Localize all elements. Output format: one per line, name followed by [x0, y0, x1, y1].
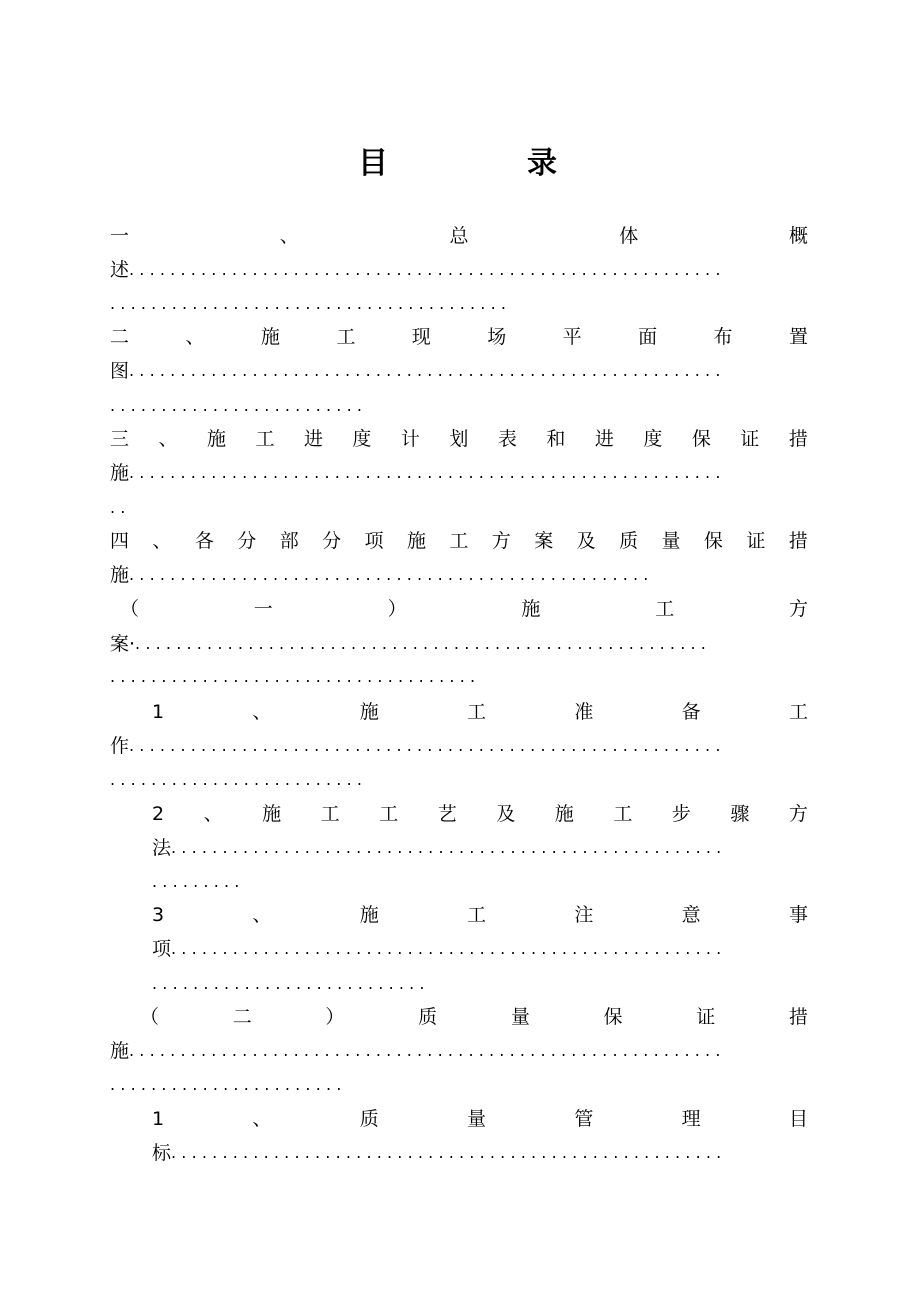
heading-char: 质 [418, 1006, 438, 1028]
continuation-char: 案· [110, 633, 136, 655]
heading-char: 一 [110, 225, 130, 247]
dot-leader: .. [110, 498, 131, 517]
dot-leader: .......................................................... [129, 1041, 726, 1060]
heading-char: 管 [574, 1108, 594, 1130]
continuation-char: 施 [110, 1040, 130, 1062]
toc-leader-line [110, 291, 810, 317]
heading-char: 二 [110, 326, 130, 348]
heading-char: 工 [788, 701, 808, 723]
heading-char: 、 [158, 428, 178, 450]
heading-char: 事 [788, 904, 808, 926]
heading-char: 工 [613, 803, 633, 825]
continuation-char: 述 [110, 259, 130, 281]
heading-char: 施 [206, 428, 226, 450]
heading-char: 面 [638, 326, 658, 348]
heading-char: 步 [671, 803, 691, 825]
heading-char: 目 [788, 1108, 808, 1130]
toc-entry-heading[interactable] [110, 596, 808, 622]
heading-char: 质 [359, 1108, 379, 1130]
heading-char: 工 [449, 530, 469, 552]
heading-char: ） [387, 598, 407, 620]
heading-char: 一 [253, 598, 273, 620]
continuation-char: 法 [152, 837, 172, 859]
toc-leader-line [110, 733, 810, 759]
toc-entry-heading[interactable] [152, 801, 808, 827]
heading-char: 及 [496, 803, 516, 825]
heading-char: （ [140, 1006, 160, 1028]
toc-entry-heading[interactable] [152, 699, 808, 725]
toc-leader-line [152, 1140, 810, 1166]
heading-char: 措 [788, 428, 808, 450]
toc-leader-line [110, 495, 810, 521]
continuation-char: 作 [110, 735, 130, 757]
heading-char: 量 [510, 1006, 530, 1028]
toc-entry-heading[interactable] [110, 223, 808, 249]
dot-leader: .......................................................... [129, 463, 726, 482]
heading-char: 平 [562, 326, 582, 348]
toc-entry-heading[interactable] [152, 902, 808, 928]
dot-leader: .......................................................... [129, 361, 726, 380]
heading-char: 保 [703, 530, 723, 552]
heading-char: 工 [467, 701, 487, 723]
heading-char: 分 [237, 530, 257, 552]
dot-leader: ...................................................... [171, 1143, 727, 1162]
heading-char: 工 [467, 904, 487, 926]
page-title [0, 142, 920, 190]
continuation-char: 图 [110, 360, 130, 382]
dot-leader: ......................... [110, 770, 368, 789]
heading-char: 进 [303, 428, 323, 450]
heading-char: 施 [554, 803, 574, 825]
heading-char: 施 [260, 326, 280, 348]
heading-char: 工 [379, 803, 399, 825]
heading-char: 工 [320, 803, 340, 825]
heading-char: 备 [681, 701, 701, 723]
toc-leader-line [110, 460, 810, 486]
heading-char: ） [325, 1006, 345, 1028]
heading-char: 进 [594, 428, 614, 450]
toc-entry-heading[interactable] [110, 426, 808, 452]
toc-leader-line [152, 971, 810, 997]
toc-entry-heading[interactable] [110, 324, 808, 350]
toc-entry-heading[interactable] [110, 528, 808, 554]
heading-char: 及 [576, 530, 596, 552]
heading-char: （ [120, 598, 140, 620]
heading-char: 、 [185, 326, 205, 348]
heading-char: 方 [491, 530, 511, 552]
heading-char: 、 [252, 904, 272, 926]
heading-char: 施 [521, 598, 541, 620]
toc-leader-line [152, 869, 810, 895]
heading-char: 、 [252, 701, 272, 723]
heading-char: 施 [359, 701, 379, 723]
heading-char: 保 [603, 1006, 623, 1028]
heading-char: 度 [352, 428, 372, 450]
heading-char: 二 [232, 1006, 252, 1028]
toc-leader-line [110, 562, 810, 588]
title-char: 录 [527, 146, 557, 181]
heading-char: 、 [252, 1108, 272, 1130]
toc-leader-line [110, 1072, 810, 1098]
heading-char: 2 [152, 803, 165, 825]
dot-leader: ......................... [110, 396, 368, 415]
toc-leader-line [152, 936, 810, 962]
heading-char: 工 [336, 326, 356, 348]
continuation-char: 项 [152, 938, 172, 960]
heading-char: 保 [691, 428, 711, 450]
heading-char: 体 [619, 225, 639, 247]
continuation-char: 施 [110, 564, 130, 586]
dot-leader: .................................... [110, 667, 481, 686]
heading-char: 案 [534, 530, 554, 552]
heading-char: 场 [487, 326, 507, 348]
heading-char: 质 [619, 530, 639, 552]
heading-char: 施 [262, 803, 282, 825]
toc-leader-line [110, 767, 810, 793]
heading-char: 项 [364, 530, 384, 552]
heading-char: 量 [661, 530, 681, 552]
heading-char: 计 [400, 428, 420, 450]
dot-leader: ................................................... [129, 565, 654, 584]
continuation-char: 标 [152, 1142, 172, 1164]
heading-char: 、 [279, 225, 299, 247]
heading-char: 证 [740, 428, 760, 450]
dot-leader: ...................................................... [171, 838, 727, 857]
heading-char: 施 [359, 904, 379, 926]
heading-char: 布 [713, 326, 733, 348]
toc-leader-line [110, 393, 810, 419]
dot-leader: .......................................................... [129, 736, 726, 755]
heading-char: 方 [788, 803, 808, 825]
heading-char: 量 [467, 1108, 487, 1130]
heading-char: 分 [322, 530, 342, 552]
dot-leader: ......... [152, 872, 245, 891]
heading-char: 1 [152, 701, 165, 723]
heading-char: 四 [110, 530, 130, 552]
toc-leader-line [110, 631, 810, 657]
heading-char: 3 [152, 904, 165, 926]
heading-char: 总 [449, 225, 469, 247]
dot-leader: ....................................... [110, 294, 512, 313]
toc-leader-line [110, 1038, 810, 1064]
toc-leader-line [110, 358, 810, 384]
heading-char: 证 [746, 530, 766, 552]
heading-char: 现 [411, 326, 431, 348]
heading-char: 理 [681, 1108, 701, 1130]
toc-entry-heading[interactable] [140, 1004, 808, 1030]
dot-leader: ........................................................ [135, 634, 712, 653]
heading-char: 意 [681, 904, 701, 926]
heading-char: 三 [110, 428, 130, 450]
heading-char: 骤 [730, 803, 750, 825]
heading-char: 工 [655, 598, 675, 620]
heading-char: 概 [788, 225, 808, 247]
heading-char: 施 [406, 530, 426, 552]
heading-char: 措 [788, 1006, 808, 1028]
dot-leader: ...................................................... [171, 939, 727, 958]
toc-leader-line [110, 664, 810, 690]
heading-char: 注 [574, 904, 594, 926]
heading-char: 、 [203, 803, 223, 825]
heading-char: 置 [788, 326, 808, 348]
heading-char: 部 [279, 530, 299, 552]
heading-char: 、 [152, 530, 172, 552]
heading-char: 1 [152, 1108, 165, 1130]
continuation-char: 施 [110, 462, 130, 484]
heading-char: 艺 [437, 803, 457, 825]
heading-char: 划 [449, 428, 469, 450]
heading-char: 表 [497, 428, 517, 450]
toc-entry-heading[interactable] [152, 1106, 808, 1132]
heading-char: 和 [546, 428, 566, 450]
toc-leader-line [152, 835, 810, 861]
heading-char: 措 [788, 530, 808, 552]
dot-leader: ....................... [110, 1075, 347, 1094]
toc-leader-line [110, 257, 810, 283]
dot-leader: ........................... [152, 974, 430, 993]
heading-char: 各 [194, 530, 214, 552]
heading-char: 证 [696, 1006, 716, 1028]
heading-char: 度 [643, 428, 663, 450]
heading-char: 方 [788, 598, 808, 620]
heading-char: 工 [255, 428, 275, 450]
title-char: 目 [358, 146, 388, 181]
dot-leader: .......................................................... [129, 260, 726, 279]
heading-char: 准 [574, 701, 594, 723]
